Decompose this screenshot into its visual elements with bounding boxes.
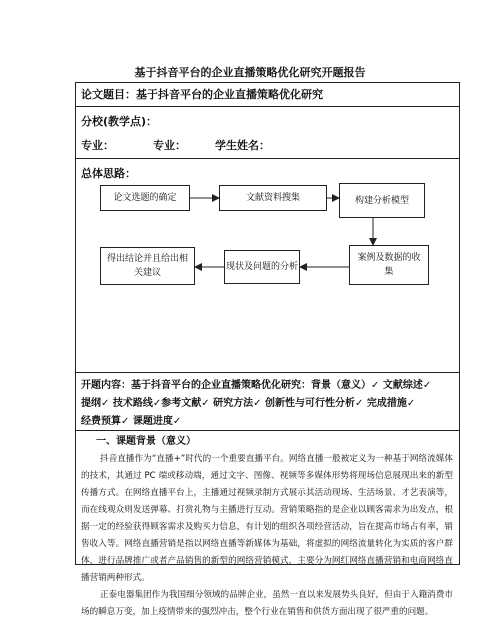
proposal-form <box>75 82 460 617</box>
paragraph-2: 正泰电器集团作为我国细分领域的品牌企业，虽然一直以来发展势头良好，但由于入籍消费市场的瞬息万变，加上疫情带来的强烈冲击，整个行业在销售和供货方面出现了很严重的问题。 <box>81 590 453 617</box>
content-line-1: 开题内容：基于抖音平台的企业直播策略优化研究：背景（意义）✓ 文献综述✓ <box>81 380 432 391</box>
major-line <box>81 137 270 153</box>
flow-box-conclusion: 得出结论并且给出相关建议 <box>100 247 195 285</box>
flow-box-analysis: 现状及问题的分析 <box>224 250 300 284</box>
thesis-label: 论文题目： <box>81 88 136 101</box>
section-heading: 一、课题背景（意义） <box>96 436 196 447</box>
proposal-content-section <box>76 373 459 431</box>
flow-box-model: 构建分析模型 <box>339 183 425 218</box>
flow-box-topic: 论文选题的确定 <box>100 185 190 211</box>
thesis-value: 基于抖音平台的企业直播策略优化研究 <box>136 88 323 101</box>
document-title: 基于抖音平台的企业直播策略优化研究开题报告 <box>134 66 366 79</box>
school-label: 分校(教学点)： <box>81 115 158 128</box>
flow-box-literature: 文献资料搜集 <box>219 185 327 211</box>
paragraph-1: 抖音直播作为“直播+”时代的一个重要直播平台。网络直播一般被定义为一种基于网络流媒体的技术，其通过 PC 端或移动端，通过文字、图像、视频等多媒体形势将现场信息展现出来的新型传播方式。在网络直播平台上，主播通过视频录制方式展示其活动现场、生活场景、才艺表演等，而在线观众则发送弹幕、打赏礼物与主播进行互动。营销策略指的是企业以顾客需求为出发点，根据一定的经验获得顾客需求及购买力信息，有计划的组织各项经营活动，旨在提高市场占有率，销售收入等。网络直播营销是指以网络直播等新媒体为基础，将虚拟的网络流量转化为实质的客户群体，进行品牌推广或者产品销售的新型的网络营销模式，主要分为网红网络直播营销和电商网络直播营销两种形式。 <box>81 454 453 583</box>
thesis-row <box>76 83 459 107</box>
student-name-label: 学生姓名： <box>215 139 270 152</box>
content-line-2: 提纲✓ 技术路线✓参考文献✓ 研究方法✓ 创新性与可行性分析✓ 完成措施✓ <box>81 398 416 409</box>
major-label-1: 专业： <box>81 139 114 152</box>
student-info-row <box>76 107 459 159</box>
flow-box-data: 案例及数据的收集 <box>349 245 429 285</box>
background-section <box>76 431 459 617</box>
approach-label: 总体思路： <box>81 167 136 180</box>
overall-approach-section <box>76 159 459 373</box>
content-line-3: 经费预算✓ 课题进度✓ <box>81 416 182 427</box>
major-label-2: 专业： <box>153 139 186 152</box>
